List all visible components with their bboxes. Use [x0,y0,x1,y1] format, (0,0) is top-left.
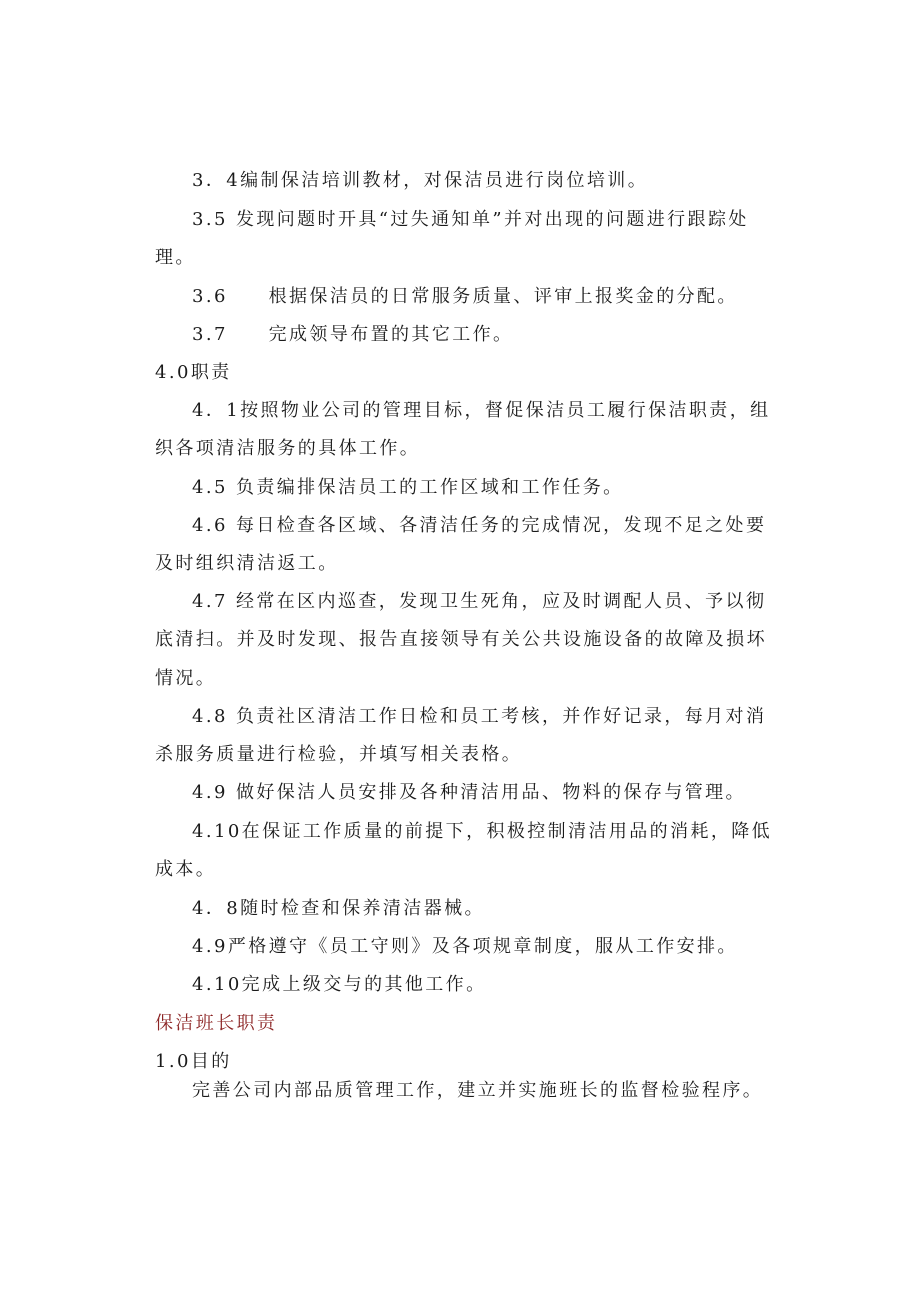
clause-4-7-line1: 4.7 经常在区内巡查，发现卫生死角，应及时调配人员、予以彻 [192,591,767,612]
purpose-text: 完善公司内部品质管理工作，建立并实施班长的监督检验程序。 [192,1080,764,1101]
clause-4-8-line1: 4.8 负责社区清洁工作日检和员工考核，并作好记录，每月对消 [192,706,767,727]
clause-4-9b: 4.9严格遵守《员工守则》及各项规章制度，服从工作安排。 [192,936,738,957]
clause-4-1-line2: 织各项清洁服务的具体工作。 [155,438,421,459]
clause-4-6-line2: 及时组织清洁返工。 [155,553,339,574]
clause-4-10-line1: 4.10在保证工作质量的前提下，积极控制清洁用品的消耗，降低 [192,821,773,842]
clause-3-5-line2: 理。 [155,247,196,268]
clause-4-8b: 4．8随时检查和保养清洁器械。 [192,898,485,919]
clause-4-1-line1: 4．1按照物业公司的管理目标，督促保洁员工履行保洁职责，组 [192,400,771,421]
clause-4-7-line3: 情况。 [155,668,217,689]
clause-3-6: 3.6 根据保洁员的日常服务质量、评审上报奖金的分配。 [192,286,738,307]
clause-3-7: 3.7 完成领导布置的其它工作。 [192,324,514,345]
section-1-0-heading: 1.0目的 [155,1051,232,1072]
clause-4-8-line2: 杀服务质量进行检验，并填写相关表格。 [155,744,523,765]
clause-4-10b: 4.10完成上级交与的其他工作。 [192,974,487,995]
clause-4-10-line2: 成本。 [155,859,217,880]
clause-4-7-line2: 底清扫。并及时发现、报告直接领导有关公共设施设备的故障及损坏 [155,629,767,650]
section-title-team-leader-duties: 保洁班长职责 [155,1013,278,1034]
clause-4-6-line1: 4.6 每日检查各区域、各清洁任务的完成情况，发现不足之处要 [192,515,767,536]
clause-4-9: 4.9 做好保洁人员安排及各种清洁用品、物料的保存与管理。 [192,782,746,803]
clause-4-5: 4.5 负责编排保洁员工的工作区域和工作任务。 [192,477,624,498]
clause-3-4: 3．4编制保洁培训教材，对保洁员进行岗位培训。 [192,170,649,191]
section-4-0-heading: 4.0职责 [155,362,232,383]
clause-3-5-line1: 3.5 发现问题时开具“过失通知单”并对出现的问题进行跟踪处 [192,209,749,230]
